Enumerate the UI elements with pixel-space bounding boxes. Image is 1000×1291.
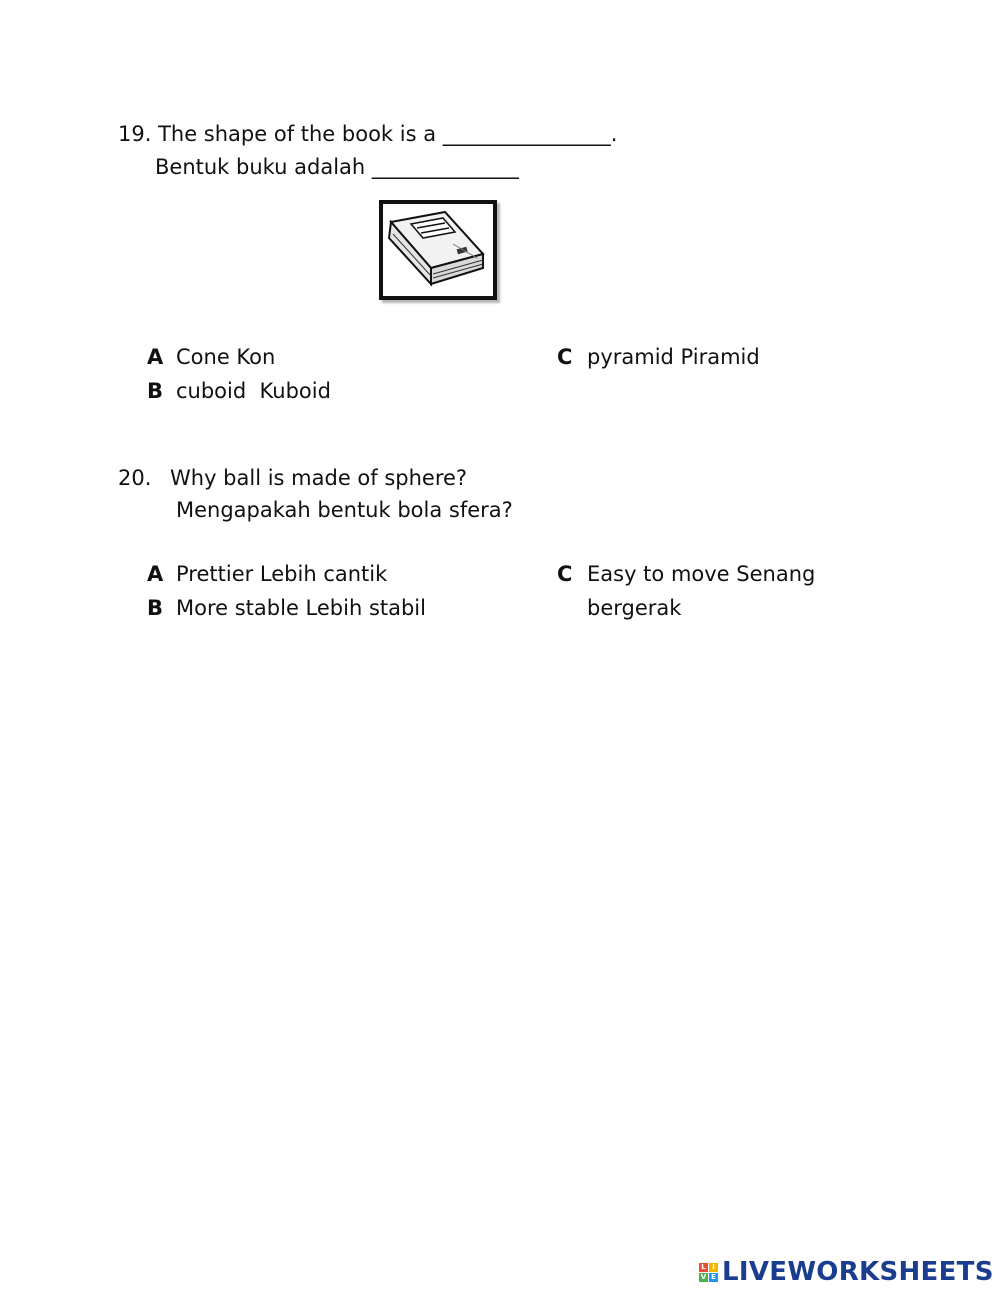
q20-option-b-letter: B [147,596,164,620]
q20-option-c-letter: C [557,562,573,586]
q19-option-c-letter: C [557,345,573,369]
q20-question-en: Why ball is made of sphere? [170,466,468,490]
logo-letter-v: V [700,1273,707,1281]
q19-option-a-text[interactable]: Cone Kon [176,345,276,369]
q19-option-b-text[interactable]: cuboid Kuboid [176,379,331,403]
logo-text: LIVEWORKSHEETS [722,1257,994,1287]
q20-option-a-text[interactable]: Prettier Lebih cantik [176,562,388,586]
logo-letter-e: E [709,1273,718,1282]
liveworksheets-logo[interactable] [699,1258,994,1286]
q20-option-b-text[interactable]: More stable Lebih stabil [176,596,426,620]
q20-option-a-letter: A [147,562,164,586]
logo-letter-i: I [709,1263,718,1272]
q19-option-c-text[interactable]: pyramid Piramid [587,345,760,369]
liveworksheets-logo-icon [699,1263,718,1282]
q19-question-en: 19. The shape of the book is a ________________. [118,122,618,146]
q20-question-ms: Mengapakah bentuk bola sfera? [176,498,513,522]
book-image [379,200,497,300]
q20-option-c-text[interactable]: Easy to move Senang [587,562,816,586]
q19-question-ms: Bentuk buku adalah ______________ [155,155,519,179]
q19-option-a-letter: A [147,345,164,369]
q19-option-b-letter: B [147,379,164,403]
q20-option-c-text-line2[interactable]: bergerak [587,596,682,620]
book-icon [383,204,493,296]
q20-number: 20. [118,466,152,490]
logo-letter-l: L [699,1263,708,1272]
